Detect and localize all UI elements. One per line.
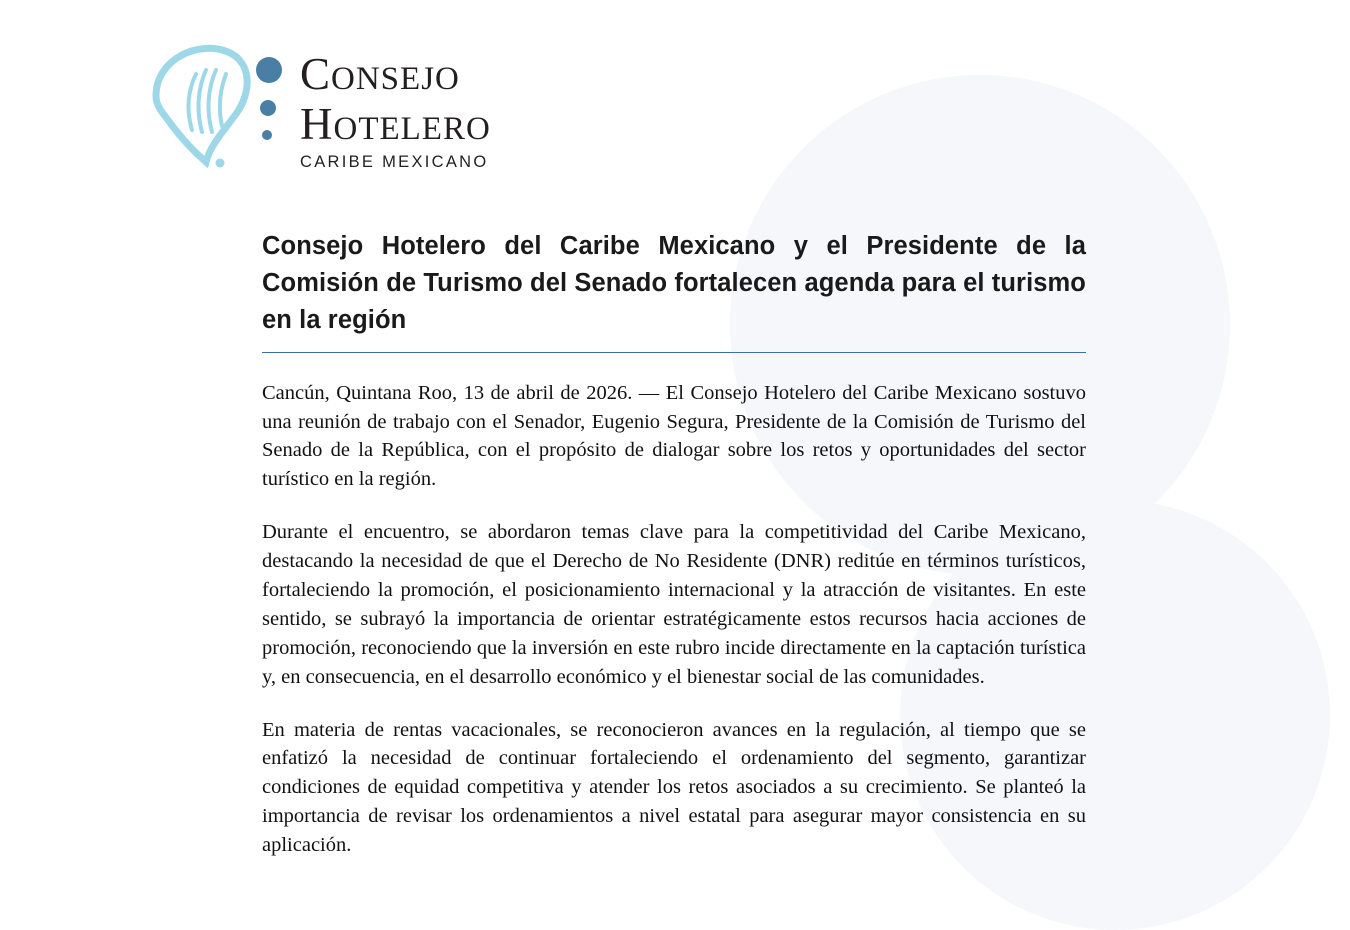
title-divider (262, 352, 1086, 353)
press-release-body (262, 379, 1086, 860)
wave-shell-logo-icon (148, 38, 288, 178)
logo-hotelero-capital: H (300, 99, 334, 150)
logo-word-hotelero (300, 99, 491, 150)
paragraph: Cancún, Quintana Roo, 13 de abril de 2026. — El Consejo Hotelero del Caribe Mexicano sostuvo una reunión de trabajo con el Senador, Eugenio Segura, Presidente de la Comisión de Turismo del Senado de la República, con el propósito de dialogar sobre los retos y oportunidades del sector turístico en la región. (262, 381, 1086, 491)
logo-wordmark (300, 49, 491, 172)
logo-hotelero-rest: OTELERO (333, 111, 491, 148)
organization-logo (148, 38, 568, 172)
page-title: Consejo Hotelero del Caribe Mexicano y el Presidente de la Comisión de Turismo del Senado fortalecen agenda para el turismo en la región (262, 232, 1086, 335)
paragraph: Durante el encuentro, se abordaron temas clave para la competitividad del Caribe Mexicano, destacando la necesidad de que el Derecho de No Residente (DNR) reditúe en términos turísticos, fortaleciendo la promoción, el posicionamiento internacional y la atracción de visitantes. En este sentido, se subrayó la importancia de orientar estratégicamente estos recursos hacia acciones de promoción, reconociendo que la inversión en este rubro incide directamente en la captación turística y, en consecuencia, en el desarrollo económico y el bienestar social de las comunidades. (262, 521, 1086, 688)
logo-tagline: CARIBE MEXICANO (300, 153, 489, 172)
press-release (262, 228, 1086, 884)
logo-consejo-rest: ONSEJO (331, 61, 460, 97)
logo-consejo-capital: C (300, 49, 332, 99)
paragraph: En materia de rentas vacacionales, se reconocieron avances en la regulación, al tiempo que se enfatizó la necesidad de continuar fortaleciendo el ordenamiento del segmento, garantizar condiciones de equidad competitiva y atender los retos asociados a su crecimiento. Se planteó la importancia de revisar los ordenamientos a nivel estatal para asegurar mayor consistencia en su aplicación. (262, 718, 1086, 857)
logo-word-consejo (300, 49, 491, 99)
